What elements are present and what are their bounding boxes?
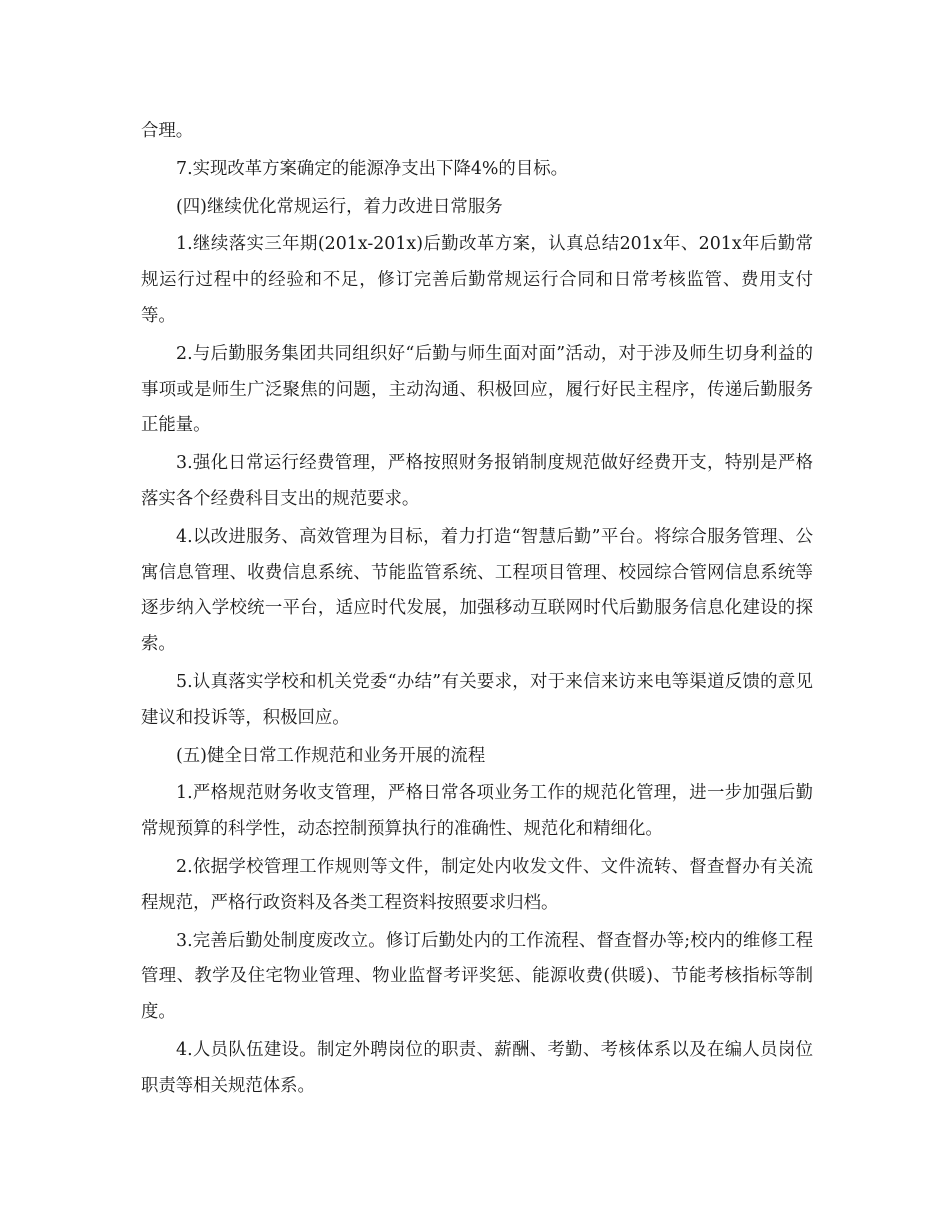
paragraph: 1.继续落实三年期(201x-201x)后勤改革方案，认真总结201x年、201x年后勤常规运行过程中的经验和不足，修订完善后勤常规运行合同和日常考核监管、费用支付等。 [141,234,813,326]
paragraph: 2.依据学校管理工作规则等文件，制定处内收发文件、文件流转、督查督办有关流程规范，严格行政资料及各类工程资料按照要求归档。 [141,856,813,913]
paragraph: 4.以改进服务、高效管理为目标，着力打造“智慧后勤”平台。将综合服务管理、公寓信息管理、收费信息系统、节能监管系统、工程项目管理、校园综合管网信息系统等逐步纳入学校统一平台，适应时代发展，加强移动互联网时代后勤服务信息化建设的探索。 [141,526,813,655]
section-heading: (五)健全日常工作规范和业务开展的流程 [176,745,486,766]
paragraph: 1.严格规范财务收支管理，严格日常各项业务工作的规范化管理，进一步加强后勤常规预算的科学性，动态控制预算执行的准确性、规范化和精细化。 [141,783,813,840]
paragraph: 5.认真落实学校和机关党委“办结”有关要求，对于来信来访来电等渠道反馈的意见建议和投诉等，积极回应。 [141,671,813,728]
paragraph: 7.实现改革方案确定的能源净支出下降4%的目标。 [176,158,568,179]
paragraph: 2.与后勤服务集团共同组织好“后勤与师生面对面”活动，对于涉及师生切身利益的事项或是师生广泛聚焦的问题，主动沟通、积极回应，履行好民主程序，传递后勤服务正能量。 [141,343,813,436]
document-body [141,114,813,1107]
section-heading: (四)继续优化常规运行，着力改进日常服务 [176,196,503,217]
paragraph: 3.强化日常运行经费管理，严格按照财务报销制度规范做好经费开支，特别是严格落实各个经费科目支出的规范要求。 [141,453,813,509]
paragraph: 合理。 [141,121,194,141]
paragraph: 3.完善后勤处制度废改立。修订后勤处内的工作流程、督查督办等;校内的维修工程管理、教学及住宅物业管理、物业监督考评奖惩、能源收费(供暖)、节能考核指标等制度。 [141,930,813,1023]
paragraph: 4.人员队伍建设。制定外聘岗位的职责、薪酬、考勤、考核体系以及在编人员岗位职责等相关规范体系。 [141,1039,813,1096]
